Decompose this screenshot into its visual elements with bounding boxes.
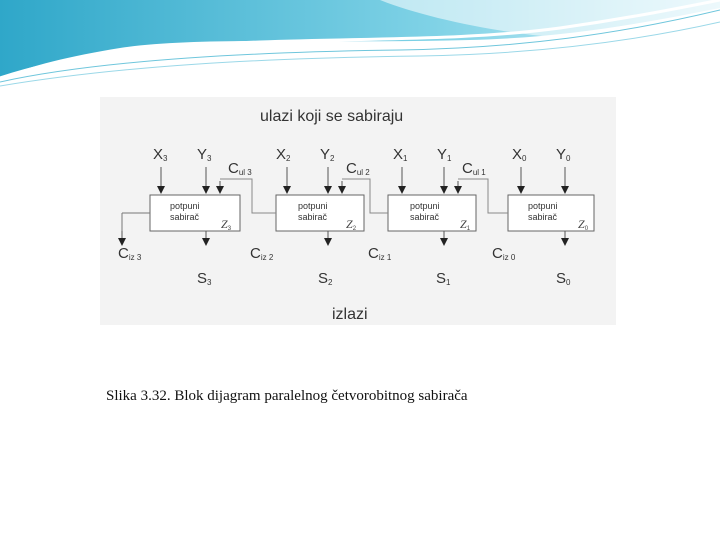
input-x3-label: X3	[153, 146, 168, 163]
carry-in-2-label: Cul 2	[346, 160, 370, 177]
carry-in-3-label: Cul 3	[228, 160, 252, 177]
adder-block-diagram	[100, 97, 616, 325]
input-y1-label: Y1	[437, 146, 452, 163]
sum-s2-label: S2	[318, 270, 333, 287]
z3-symbol: Z3	[221, 217, 232, 232]
sum-s0-label: S0	[556, 270, 571, 287]
carry-out-3-label: Ciz 3	[118, 245, 142, 262]
sum-s3-label: S3	[197, 270, 212, 287]
full-adder-1-text-line1: potpuni	[410, 201, 440, 211]
slide-header-decoration	[0, 0, 720, 90]
inputs-heading: ulazi koji se sabiraju	[260, 108, 404, 125]
carry-out-2-label: Ciz 2	[250, 245, 274, 262]
carry-out-1-label: Ciz 1	[368, 245, 392, 262]
full-adder-2-text-line1: potpuni	[298, 201, 328, 211]
input-y0-label: Y0	[556, 146, 571, 163]
full-adder-2-text-line2: sabirač	[298, 212, 328, 222]
diagram-canvas	[100, 97, 616, 325]
full-adder-3	[118, 146, 252, 287]
full-adder-3-text-line1: potpuni	[170, 201, 200, 211]
outputs-heading: izlazi	[332, 306, 368, 323]
z0-symbol: Z0	[578, 217, 589, 232]
full-adder-0-text-line1: potpuni	[528, 201, 558, 211]
figure-caption: Slika 3.32. Blok dijagram paralelnog četvorobitnog sabirača	[106, 388, 468, 404]
full-adder-1-text-line2: sabirač	[410, 212, 440, 222]
carry-out-0-label: Ciz 0	[492, 245, 516, 262]
input-y2-label: Y2	[320, 146, 335, 163]
z2-symbol: Z2	[346, 217, 357, 232]
full-adder-3-text-line2: sabirač	[170, 212, 200, 222]
z1-symbol: Z1	[460, 217, 471, 232]
input-y3-label: Y3	[197, 146, 212, 163]
sum-s1-label: S1	[436, 270, 451, 287]
carry-in-1-label: Cul 1	[462, 160, 486, 177]
full-adder-0-text-line2: sabirač	[528, 212, 558, 222]
input-x0-label: X0	[512, 146, 527, 163]
input-x1-label: X1	[393, 146, 408, 163]
input-x2-label: X2	[276, 146, 291, 163]
